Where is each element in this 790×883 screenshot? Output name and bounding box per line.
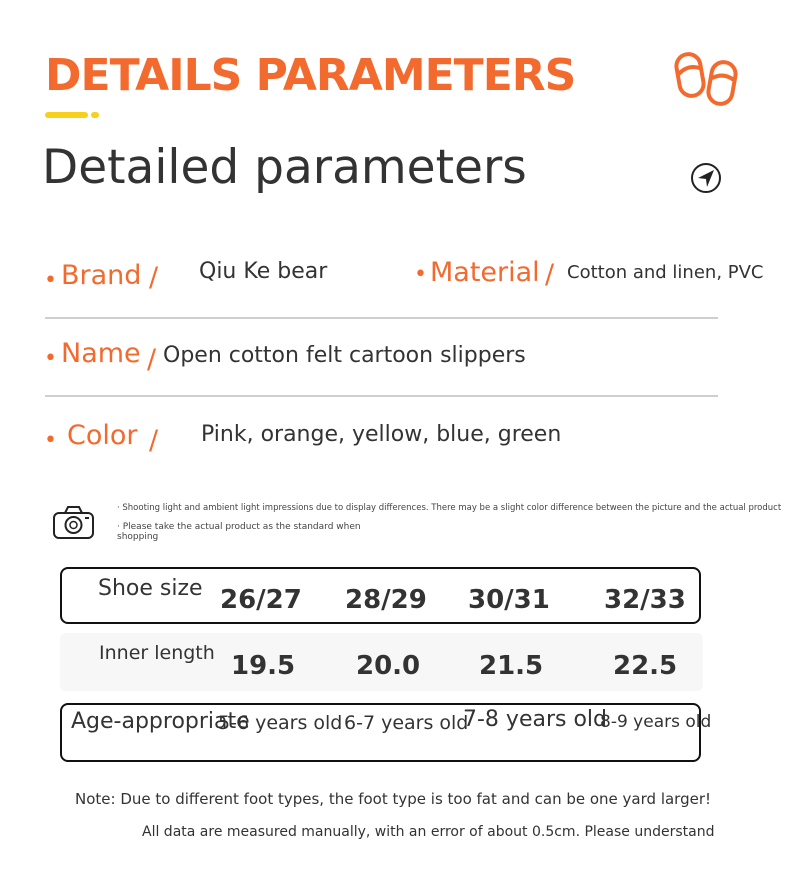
table-cell: 21.5 (479, 651, 544, 681)
table-cell: 30/31 (468, 585, 550, 615)
slippers-icon (672, 50, 742, 110)
brand-value: Qiu Ke bear (199, 259, 328, 284)
bullet: • (414, 262, 427, 287)
color-label: Color (67, 420, 138, 451)
material-value: Cotton and linen, PVC (567, 262, 764, 283)
note-text: All data are measured manually, with an error of about 0.5cm. Please understand (142, 824, 715, 840)
table-cell: 6-7 years old (344, 712, 469, 734)
notice-line: · Please take the actual product as the standard when (117, 522, 361, 532)
color-value: Pink, orange, yellow, blue, green (201, 422, 562, 447)
row-header: Age-appropriate (71, 709, 250, 734)
table-cell: 5-6 years old (218, 712, 343, 734)
table-cell: 20.0 (356, 651, 421, 681)
notice-line: shopping (117, 532, 159, 542)
table-cell: 8-9 years old (600, 712, 712, 732)
row-header: Shoe size (98, 576, 203, 601)
table-cell: 22.5 (613, 651, 678, 681)
notice-line: · Shooting light and ambient light impressions due to display differences. There may be a slight color difference between the picture and the actual product (117, 503, 782, 513)
material-label: Material (430, 257, 540, 288)
table-cell: 28/29 (345, 585, 427, 615)
brand-label: Brand (61, 260, 142, 291)
bullet: • (44, 268, 57, 293)
page-title: DETAILS PARAMETERS (45, 50, 576, 101)
slash: / (147, 344, 157, 375)
slash: / (149, 425, 159, 456)
divider (45, 395, 718, 397)
table-cell: 19.5 (231, 651, 296, 681)
bullet: • (44, 428, 57, 453)
camera-icon (52, 504, 96, 542)
title-underline (45, 112, 88, 118)
title-underline-dot (91, 112, 99, 118)
row-header: Inner length (99, 642, 215, 664)
note-text: Note: Due to different foot types, the foot type is too fat and can be one yard larger! (75, 790, 712, 808)
table-cell: 7-8 years old (463, 707, 607, 732)
name-label: Name (61, 338, 141, 369)
table-cell: 26/27 (220, 585, 302, 615)
divider (45, 317, 718, 319)
table-cell: 32/33 (604, 585, 686, 615)
back-arrow-icon[interactable] (690, 162, 722, 194)
slash: / (545, 259, 555, 290)
slash: / (149, 262, 159, 293)
bullet: • (44, 346, 57, 371)
section-subtitle: Detailed parameters (42, 140, 527, 195)
name-value: Open cotton felt cartoon slippers (163, 343, 526, 368)
